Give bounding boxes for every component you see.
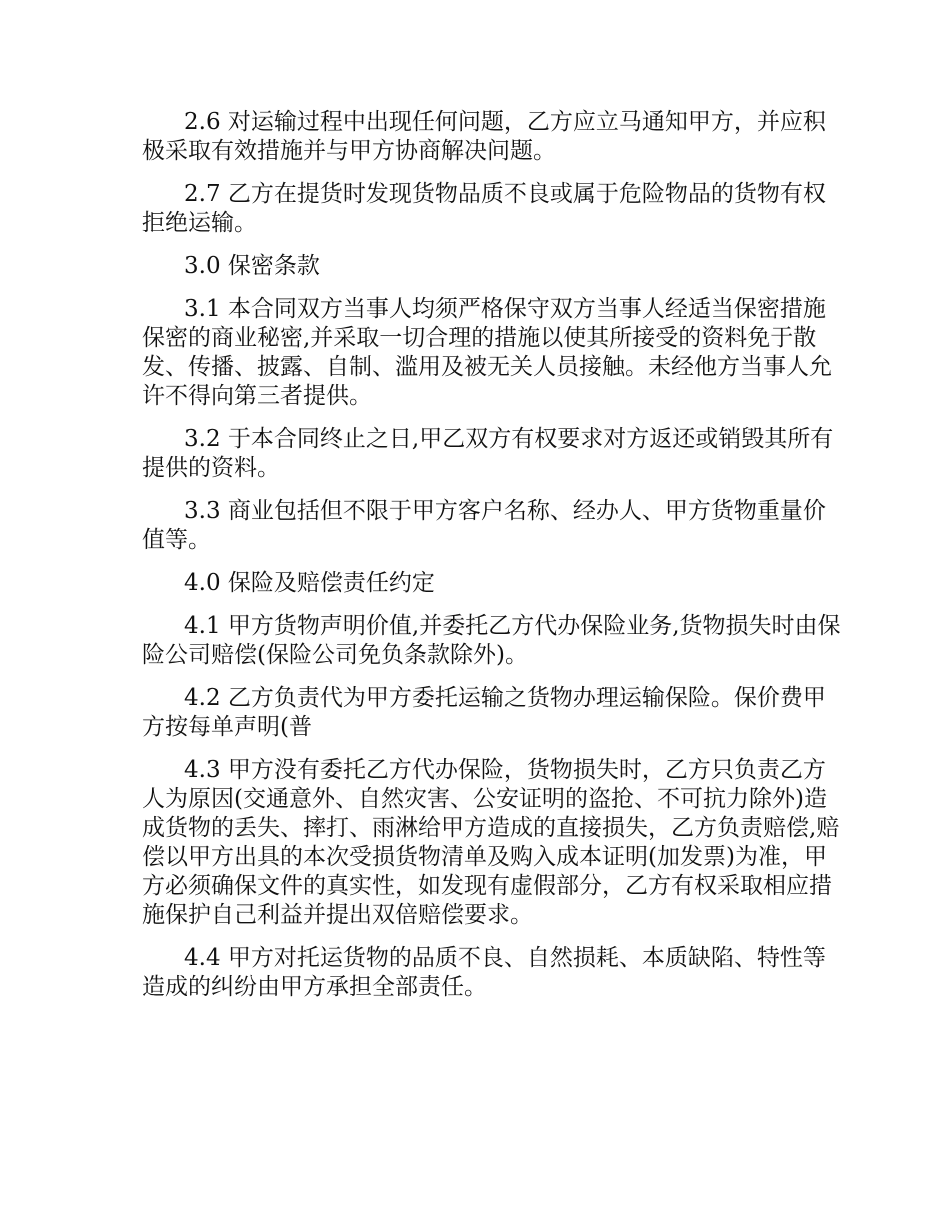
section-3-heading: 3.0 保密条款: [184, 253, 320, 279]
clause-4-1: 4.1 甲方货物声明价值,并委托乙方代办保险业务,货物损失时由保险公司赔偿(保险公司免负条款除外)。: [142, 613, 841, 668]
clause-4-2: 4.2 乙方负责代为甲方委托运输之货物办理运输保险。保价费甲方按每单声明(普: [142, 685, 826, 740]
section-4-heading: 4.0 保险及赔偿责任约定: [184, 570, 435, 596]
clause-3-2: 3.2 于本合同终止之日,甲乙双方有权要求对方返还或销毁其所有提供的资料。: [142, 426, 834, 481]
clause-4-3: 4.3 甲方没有委托乙方代办保险，货物损失时，乙方只负责乙方人为原因(交通意外、自然灾害、公安证明的盗抢、不可抗力除外)造成货物的丢失、摔打、雨淋给甲方造成的直接损失，乙方负责赔偿,赔偿以甲方出具的本次受损货物清单及购入成本证明(加发票)为准，甲方必须确保文件的真实性，如发现有虚假部分，乙方有权采取相应措施保护自己利益并提出双倍赔偿要求。: [142, 757, 840, 928]
clause-4-4: 4.4 甲方对托运货物的品质不良、自然损耗、本质缺陷、特性等造成的纠纷由甲方承担全部责任。: [142, 945, 826, 1000]
clause-2-6: 2.6 对运输过程中出现任何问题，乙方应立马通知甲方，并应积极采取有效措施并与甲方协商解决问题。: [142, 109, 826, 164]
clause-3-1: 3.1 本合同双方当事人均须严格保守双方当事人经适当保密措施保密的商业秘密,并采取一切合理的措施以使其所接受的资料免于散发、传播、披露、自制、滥用及被无关人员接触。未经他方当事人允许不得向第三者提供。: [142, 296, 832, 409]
clause-2-7: 2.7 乙方在提货时发现货物品质不良或属于危险物品的货物有权拒绝运输。: [142, 181, 826, 236]
document-page: [142, 108, 842, 1016]
clause-3-3: 3.3 商业包括但不限于甲方客户名称、经办人、甲方货物重量价值等。: [142, 498, 826, 553]
